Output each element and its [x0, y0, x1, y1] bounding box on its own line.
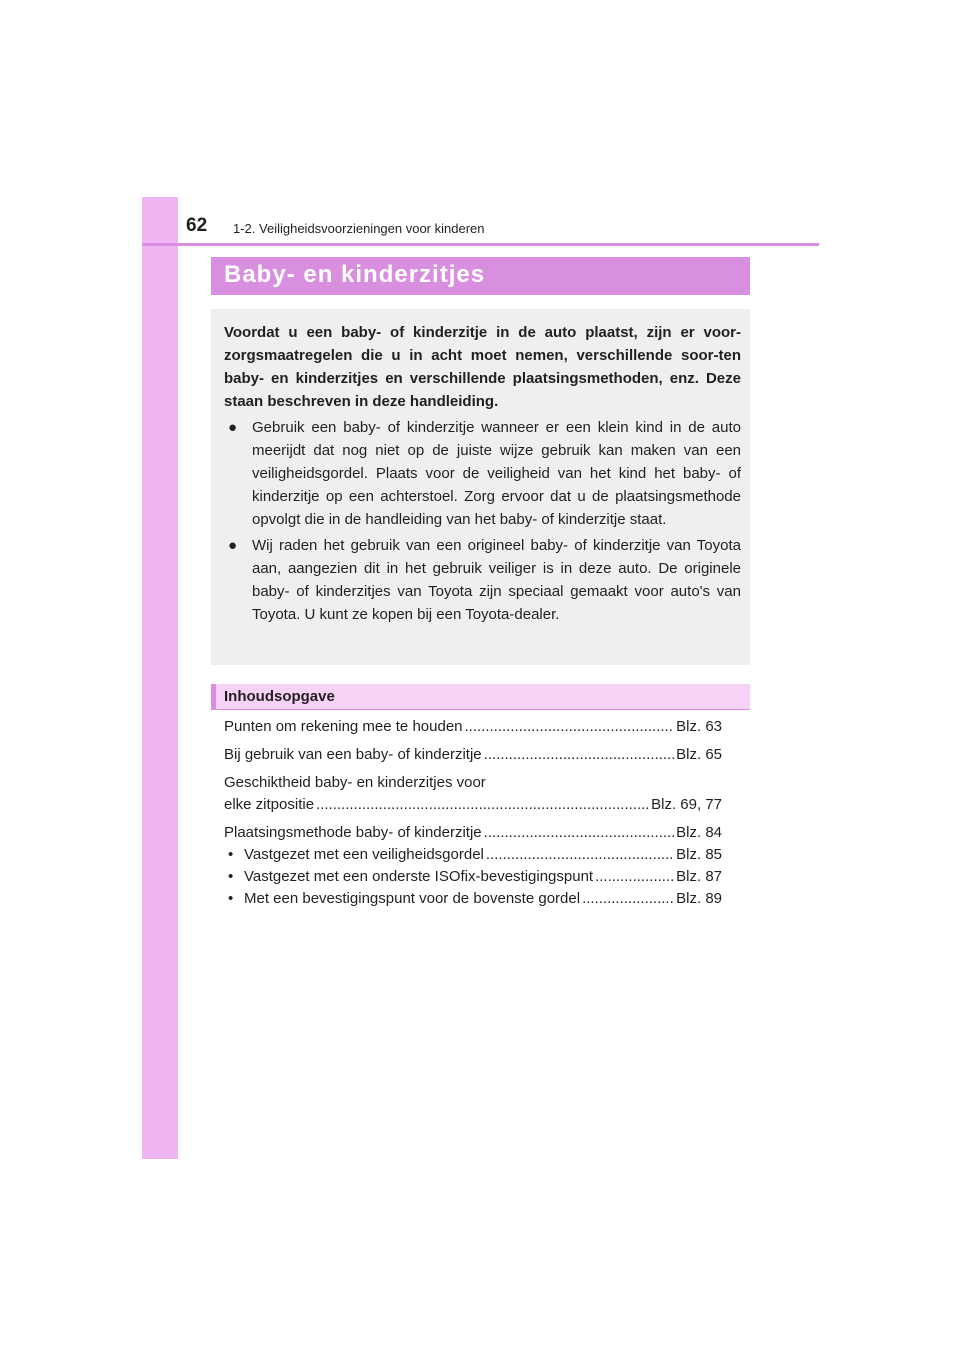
toc-entry-label: Punten om rekening mee te houden: [224, 718, 463, 735]
toc-subentry-label: Vastgezet met een veiligheidsgordel: [244, 846, 484, 863]
toc-entry-line1: Geschiktheid baby- en kinderzitjes voor: [224, 774, 486, 791]
toc-leader-dots: [595, 866, 674, 888]
bullet-dot-icon: ●: [228, 537, 238, 554]
toc-leader-dots: [582, 888, 674, 910]
toc-subentry-label: Met een bevestigingspunt voor de bovenste gordel: [244, 890, 581, 907]
chapter-sidebar-tab: [142, 197, 178, 1159]
section-title: Baby- en kinderzitjes: [224, 261, 486, 288]
bullet-icon: •: [228, 890, 234, 907]
toc-entry-page: Blz. 65: [676, 746, 722, 763]
toc-leader-dots: [465, 716, 675, 738]
intro-bullet: [224, 416, 741, 531]
toc-heading-bar: [211, 684, 216, 709]
toc-entry[interactable]: [224, 822, 722, 844]
toc-entry[interactable]: [224, 794, 722, 816]
toc-subentry-page: Blz. 85: [676, 846, 722, 863]
toc-leader-dots: [486, 844, 674, 866]
intro-bullet-text: Wij raden het gebruik van een origineel baby- of kinderzitje van Toyota aan, aangezien dit in het gebruik veiliger is in deze auto. De originele baby- of kinderzitjes van Toyota zijn speciaal gemaakt voor auto's van Toyota. U kunt ze kopen bij een Toyota-dealer.: [252, 537, 741, 623]
toc-entry-label: elke zitpositie: [224, 796, 315, 813]
toc-entry-label: Plaatsingsmethode baby- of kinderzitje: [224, 824, 482, 841]
toc-subentry[interactable]: [224, 844, 722, 866]
intro-lead: Voordat u een baby- of kinderzitje in de auto plaatst, zijn er voor-zorgsmaatregelen die u in acht moet nemen, verschillende soor-ten baby- en kinderzitjes en verschillende plaatsingsmethoden, enz. Deze staan beschreven in deze handleiding.: [224, 324, 741, 410]
bullet-dot-icon: ●: [228, 419, 238, 436]
toc-entry[interactable]: [224, 716, 722, 738]
bullet-icon: •: [228, 868, 234, 885]
section-title-band: [211, 257, 750, 295]
toc-subentry[interactable]: [224, 888, 722, 910]
table-of-contents: [224, 716, 722, 910]
toc-subentry-page: Blz. 87: [676, 868, 722, 885]
bullet-icon: •: [228, 846, 234, 863]
header-rule: [142, 243, 819, 246]
toc-heading: Inhoudsopgave: [224, 688, 335, 705]
toc-leader-dots: [484, 744, 674, 766]
toc-entry-page: Blz. 69, 77: [651, 796, 722, 813]
intro-bullet: [224, 534, 741, 626]
intro-bullet-text: Gebruik een baby- of kinderzitje wanneer er een klein kind in de auto meerijdt dat nog niet op de juiste wijze gebruik kan maken van een veiligheidsgordel. Plaats voor de veiligheid van het kind het baby- of kinderzitje op een achterstoel. Zorg ervoor dat u de plaatsingsmethode opvolgt die in de handleiding van het baby- of kinderzitje staat.: [252, 419, 741, 528]
toc-subentry-page: Blz. 89: [676, 890, 722, 907]
page-number: 62: [186, 215, 208, 236]
running-header: 1-2. Veiligheidsvoorzieningen voor kinderen: [233, 221, 485, 236]
toc-leader-dots: [316, 794, 649, 816]
toc-leader-dots: [484, 822, 674, 844]
intro-box: [211, 309, 750, 665]
toc-entry-page: Blz. 63: [676, 718, 722, 735]
toc-entry[interactable]: [224, 744, 722, 766]
toc-entry-label: Bij gebruik van een baby- of kinderzitje: [224, 746, 482, 763]
toc-subentry[interactable]: [224, 866, 722, 888]
toc-heading-band: [211, 684, 750, 710]
toc-entry-page: Blz. 84: [676, 824, 722, 841]
toc-subentry-label: Vastgezet met een onderste ISOfix-bevestigingspunt: [244, 868, 594, 885]
